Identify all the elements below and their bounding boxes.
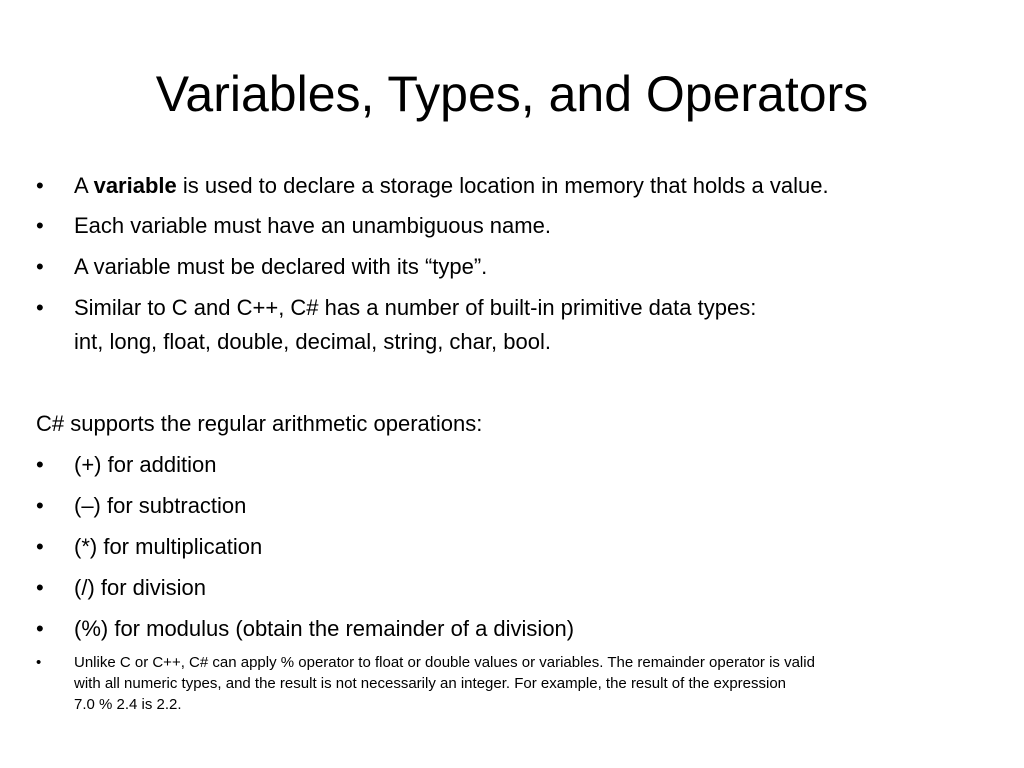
bullet-item	[36, 293, 996, 357]
bullet-marker: •	[36, 493, 44, 518]
bullet-marker: •	[36, 213, 44, 238]
bullet-marker: •	[36, 452, 44, 477]
bullet-text: A variable must be declared with its “type”.	[74, 254, 488, 279]
operator-text: (/) for division	[74, 575, 207, 600]
bullet-text-bold: variable	[93, 173, 177, 198]
bullet-text-suffix: is used to declare a storage location in memory that holds a value.	[176, 173, 829, 198]
bullet-text	[74, 171, 996, 201]
bullet-text	[74, 293, 996, 357]
bullet-text-line: Similar to C and C++, C# has a number of built-in primitive data types:	[74, 295, 757, 320]
operator-text: (+) for addition	[74, 452, 217, 477]
operator-text: (–) for subtraction	[74, 493, 247, 518]
bullet-marker: •	[36, 654, 42, 671]
note-text	[74, 652, 996, 715]
slide-title: Variables, Types, and Operators	[155, 66, 869, 122]
bullet-text-prefix: A	[74, 173, 94, 198]
operator-text: (%) for modulus (obtain the remainder of a division)	[74, 616, 575, 641]
bullet-marker: •	[36, 575, 44, 600]
bullet-marker: •	[36, 616, 44, 641]
note-line: Unlike C or C++, C# can apply % operator to float or double values or variables. The remainder operator is valid	[74, 654, 815, 671]
bullet-text: Each variable must have an unambiguous name.	[74, 213, 551, 238]
bullet-marker: •	[36, 295, 44, 320]
operators-intro: C# supports the regular arithmetic operations:	[36, 411, 483, 436]
operator-text: (*) for multiplication	[74, 534, 263, 559]
bullet-text-line: int, long, float, double, decimal, string, char, bool.	[74, 329, 551, 354]
note-line: with all numeric types, and the result is not necessarily an integer. For example, the result of the expression	[74, 675, 787, 692]
note-line: 7.0 % 2.4 is 2.2.	[74, 696, 182, 713]
note-item	[36, 652, 996, 724]
bullet-marker: •	[36, 254, 44, 279]
bullet-marker: •	[36, 534, 44, 559]
bullet-marker: •	[36, 173, 44, 198]
